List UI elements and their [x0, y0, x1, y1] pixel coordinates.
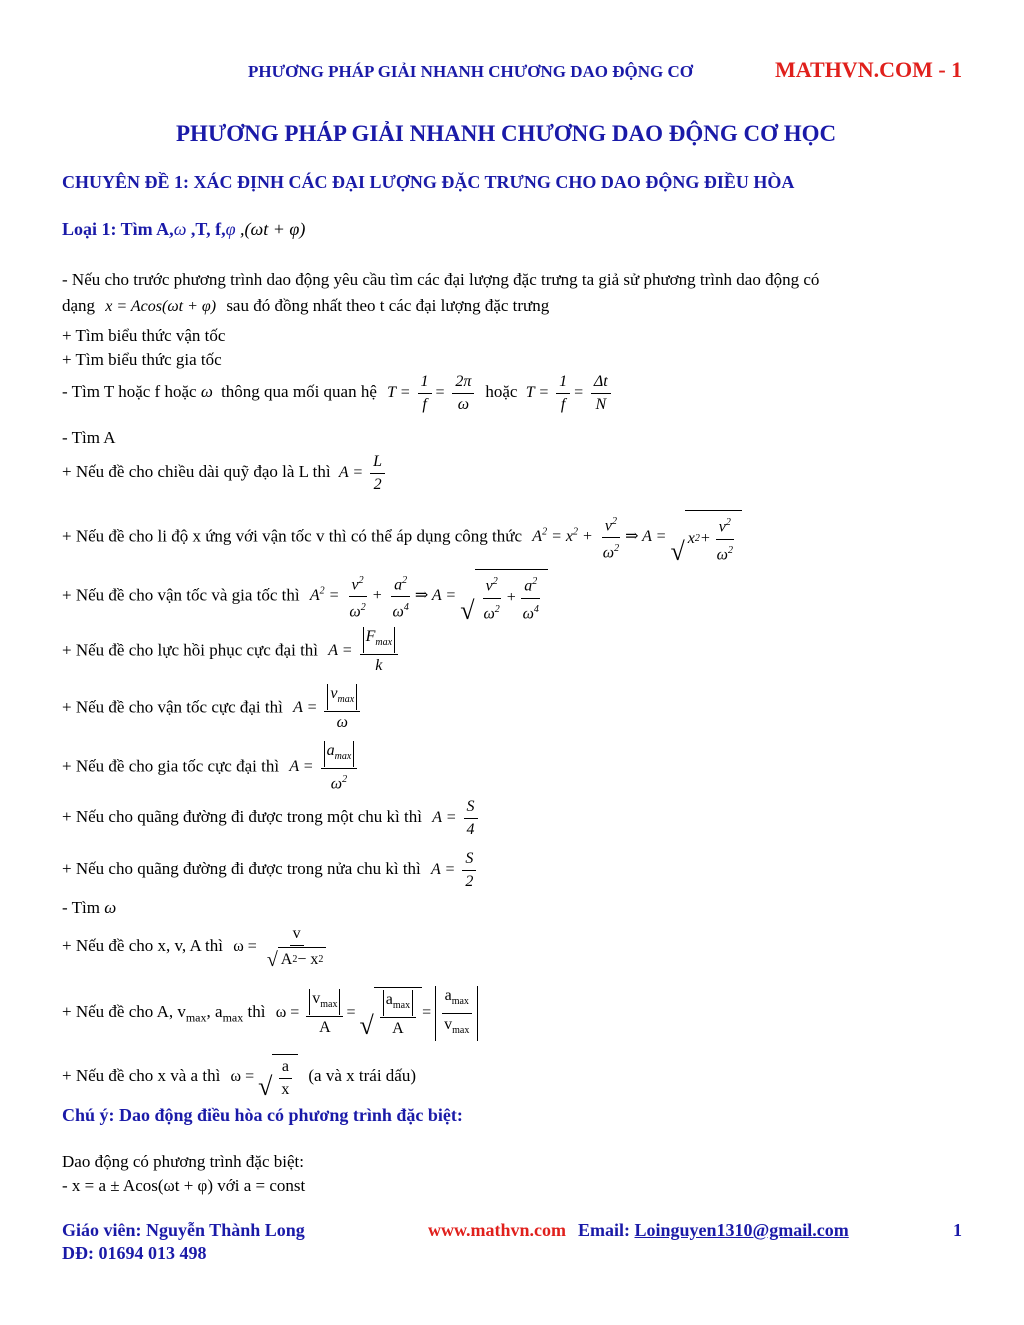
case-force-text: + Nếu đề cho lực hồi phục cực đại thì — [62, 640, 319, 660]
omega-symbol: ω — [173, 219, 187, 239]
formula-A-amax: A = $\frac{a_{max}}{\omega^2}$ — [289, 758, 360, 775]
velocity-step: + Tìm biểu thức vận tốc — [62, 326, 226, 345]
acceleration-step: + Tìm biểu thức gia tốc — [62, 350, 222, 369]
find-T-relation: thông qua mối quan hệ — [221, 382, 377, 401]
formula-A-F: A = $\frac{F_{max}}{k}$ — [328, 642, 401, 659]
case-v-a — [62, 567, 548, 624]
find-T-text: - Tìm T hoặc f hoặc — [62, 382, 197, 401]
fraction: $\frac{v^2}{\omega^2}$ — [600, 512, 622, 564]
fraction: v √ A 2 − x 2 — [264, 924, 330, 970]
fraction: $\frac{S}{2}$ — [462, 849, 476, 892]
square-root: √ A 2 − x 2 — [267, 947, 327, 970]
footer-email — [578, 1220, 849, 1241]
intro-line-2 — [62, 295, 549, 318]
intro-dang: dạng — [62, 296, 96, 315]
type-heading — [62, 219, 305, 240]
formula-A-S4: A = $\frac{S}{4}$ — [432, 809, 480, 826]
case-vmax-text: + Nếu đề cho vận tốc cực đại thì — [62, 697, 283, 717]
site-page-label: MATHVN.COM - 1 — [775, 57, 963, 82]
case-distance-half-text: + Nếu cho quãng đường đi được trong nửa chu kì thì — [62, 859, 421, 878]
running-title: PHƯƠNG PHÁP GIẢI NHANH CHƯƠNG DAO ĐỘNG CƠ — [248, 62, 693, 81]
omega-case-text-3: thì — [243, 1002, 266, 1021]
omega-symbol: ω — [200, 382, 213, 401]
omega-case-xvA — [62, 921, 332, 972]
formula-omega-vmax-amax: ω = $\frac{v_{max}}{A}$ = √ $\frac{a_{max}}{A}$ = $\frac{a_{max}}{v_{max}}$ — [276, 1004, 479, 1021]
omega-case-x-a — [62, 1050, 416, 1103]
fraction: $\frac{a_{max}}{A}$ — [380, 990, 416, 1039]
fraction: $\frac{v^2}{\omega^2}$ — [714, 513, 736, 565]
type-heading-tail: ,(ωt + φ) — [235, 219, 306, 239]
page-title: PHƯƠNG PHÁP GIẢI NHANH CHƯƠNG DAO ĐỘNG CƠ HỌC — [176, 121, 837, 146]
find-amplitude-heading: - Tìm A — [62, 428, 116, 447]
fraction: $\frac{a_{max}}{\omega^2}$ — [321, 741, 358, 795]
teacher-name: Giáo viên: Nguyễn Thành Long — [62, 1220, 305, 1240]
teacher-phone: DĐ: 01694 013 498 — [62, 1243, 207, 1263]
square-root: √ $\frac{v^2}{\omega^2}$ + $\frac{a^2}{\omega^4}$ — [460, 569, 548, 624]
fraction: $\frac{v_{max}}{\omega}$ — [324, 684, 360, 733]
formula-A-vmax: A = $\frac{v_{max}}{\omega}$ — [293, 699, 363, 716]
email-label: Email: — [578, 1220, 630, 1240]
type-heading-prefix: Loại 1: Tìm A, — [62, 219, 174, 239]
absolute-value — [435, 986, 478, 1041]
formula-A-L: A = $\frac{L}{2}$ — [339, 464, 388, 481]
period-formula-1: T = $\frac{1}{f}$ = $\frac{2\pi}{\omega}$ — [387, 384, 481, 401]
fraction: $\frac{v^2}{\omega^2}$ — [481, 572, 503, 624]
omega-case-text-1: + Nếu đề cho A, v — [62, 1002, 186, 1021]
footer-website-link[interactable]: www.mathvn.com — [428, 1220, 566, 1240]
formula-A-S2: A = $\frac{S}{2}$ — [431, 861, 479, 878]
fraction: $\frac{1}{f}$ — [556, 372, 570, 415]
omega-symbol: ω — [104, 898, 117, 917]
case-vmax — [62, 684, 363, 733]
fraction: $\frac{L}{2}$ — [370, 452, 385, 495]
intro-tail: sau đó đồng nhất theo t các đại lượng đặc trưng — [226, 296, 550, 315]
fraction: $\frac{a^2}{\omega^4}$ — [390, 571, 412, 623]
case-length — [62, 450, 388, 495]
case-distance-period-text: + Nếu cho quãng đường đi được trong một chu kì thì — [62, 807, 422, 826]
fraction: $\frac{v^2}{\omega^2}$ — [346, 571, 368, 623]
fraction: $\frac{F_{max}}{k}$ — [360, 627, 398, 676]
phi-symbol: φ — [225, 219, 236, 239]
case-amax — [62, 741, 360, 795]
fraction: $\frac{1}{f}$ — [418, 372, 432, 415]
fraction: $\frac{\Delta t}{N}$ — [591, 372, 611, 415]
or-text: hoặc — [485, 382, 518, 401]
special-equation: - x = a ± Acos(ωt + φ) với a = const — [62, 1176, 306, 1195]
case-distance-half-period — [62, 846, 479, 893]
case-x-v — [62, 508, 742, 565]
case-x-v-text: + Nếu đề cho li độ x ứng với vận tốc v thì có thể áp dụng công thức — [62, 526, 523, 546]
intro-line-1: - Nếu cho trước phương trình dao động yêu cầu tìm các đại lượng đặc trưng ta giả sử phương trình dao động có — [62, 270, 820, 289]
square-root: √ $\frac{a_{max}}{A}$ — [360, 987, 423, 1039]
fraction: $\frac{a^2}{\omega^4}$ — [520, 572, 542, 624]
formula-A-va: $A^2$ = $\frac{v^2}{\omega^2}$ + $\frac{a^2}{\omega^4}$ ⇒ A = √ $\frac{v^2}{\omega^2}$ + $\frac{a^2}{\omega^4}$ — [310, 587, 548, 604]
case-amax-text: + Nếu đề cho gia tốc cực đại thì — [62, 756, 280, 776]
omega-case-text-2: , a — [206, 1002, 223, 1021]
square-root: √ $\frac{a}{x}$ — [258, 1054, 298, 1100]
chapter-heading: CHUYÊN ĐỀ 1: XÁC ĐỊNH CÁC ĐẠI LƯỢNG ĐẶC TRƯNG CHO DAO ĐỘNG ĐIỀU HÒA — [62, 172, 795, 192]
sign-note: (a và x trái dấu) — [308, 1066, 417, 1085]
square-root: √ x 2 + $\frac{v^2}{\omega^2}$ — [670, 510, 741, 565]
fraction: $\frac{a}{x}$ — [278, 1057, 292, 1100]
email-link[interactable]: Loinguyen1310@gmail.com — [634, 1220, 849, 1240]
fraction: $\frac{2\pi}{\omega}$ — [452, 372, 474, 415]
case-force — [62, 627, 401, 676]
period-formula-2: T = $\frac{1}{f}$ = $\frac{\Delta t}{N}$ — [526, 384, 614, 401]
special-equation-label: Dao động có phương trình đặc biệt: — [62, 1152, 304, 1171]
formula-A-xv: $A^2 = x^2$ + $\frac{v^2}{\omega^2}$ ⇒ A = √ x 2 + $\frac{v^2}{\omega^2}$ — [532, 528, 742, 545]
note-heading: Chú ý: Dao động điều hòa có phương trình đặc biệt: — [62, 1105, 463, 1125]
general-equation: x = Acos(ωt + φ) — [105, 298, 217, 315]
page-number: 1 — [953, 1220, 962, 1240]
subscript-max: max — [222, 1010, 244, 1025]
formula-omega-xa: ω = √ $\frac{a}{x}$ — [231, 1068, 303, 1085]
case-distance-period — [62, 794, 481, 841]
subscript-max: max — [185, 1010, 207, 1025]
case-v-a-text: + Nếu đề cho vận tốc và gia tốc thì — [62, 585, 300, 605]
fraction: $\frac{S}{4}$ — [464, 797, 478, 840]
find-omega-text: - Tìm — [62, 898, 100, 917]
omega-case-x-a-text: + Nếu đề cho x và a thì — [62, 1066, 221, 1085]
find-omega-heading — [62, 897, 116, 919]
fraction: $\frac{a_{max}}{v_{max}}$ — [441, 986, 472, 1041]
type-heading-mid: ,T, f, — [186, 219, 226, 239]
formula-omega-xvA: ω = v √ A 2 − x 2 — [233, 938, 332, 955]
omega-case-xvA-text: + Nếu đề cho x, v, A thì — [62, 936, 223, 955]
fraction: $\frac{v_{max}}{A}$ — [306, 989, 343, 1038]
omega-case-A-vmax-amax — [62, 985, 478, 1044]
find-period-line — [62, 370, 614, 415]
case-length-text: + Nếu đề cho chiều dài quỹ đạo là L thì — [62, 462, 331, 481]
